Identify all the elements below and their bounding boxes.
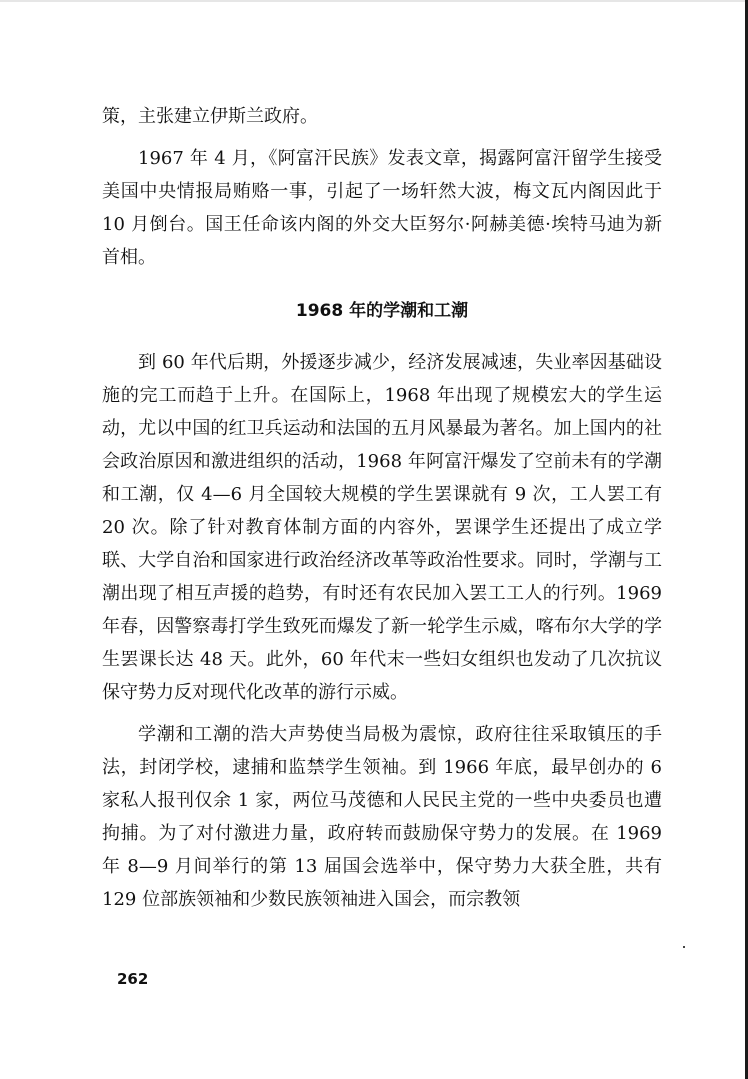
page-body bbox=[102, 100, 662, 916]
page-number: 262 bbox=[117, 970, 149, 988]
paragraph-student-labor-unrest: 到 60 年代后期，外援逐步减少，经济发展减速，失业率因基础设施的完工而趋于上升。在国际上，1968 年出现了规模宏大的学生运动，尤以中国的红卫兵运动和法国的五月风暴最为著名。加上国内的社会政治原因和激进组织的活动，1968 年阿富汗爆发了空前未有的学潮和工潮，仅 4—6 月全国较大规模的学生罢课就有 9 次，工人罢工有 20 次。除了针对教育体制方面的内容外，罢课学生还提出了成立学联、大学自治和国家进行政治经济改革等政治性要求。同时，学潮与工潮出现了相互声援的趋势，有时还有农民加入罢工工人的行列。1969 年春，因警察毒打学生致死而爆发了新一轮学生示威，喀布尔大学的学生罢课长达 48 天。此外，60 年代末一些妇女组织也发动了几次抗议保守势力反对现代化改革的游行示威。 bbox=[102, 352, 662, 703]
paragraph-continuation: 策，主张建立伊斯兰政府。 bbox=[102, 106, 318, 127]
paragraph-government-response: 学潮和工潮的浩大声势使当局极为震惊，政府往往采取镇压的手法，封闭学校，逮捕和监禁学生领袖。到 1966 年底，最早创办的 6 家私人报刊仅余 1 家，两位马茂德和人民民主党的一些中央委员也遭拘捕。为了对付激进力量，政府转而鼓励保守势力的发展。在 1969 年 8—9 月间举行的第 13 届国会选举中，保守势力大获全胜，共有 129 位部族领袖和少数民族领袖进入国会，而宗教领 bbox=[102, 724, 662, 910]
scan-speck bbox=[683, 946, 685, 948]
scan-top-edge bbox=[0, 0, 748, 2]
section-title: 1968 年的学潮和工潮 bbox=[295, 301, 469, 321]
paragraph-afghan-nation: 1967 年 4 月，《阿富汗民族》发表文章，揭露阿富汗留学生接受美国中央情报局贿赂一事，引起了一场轩然大波，梅文瓦内阁因此于 10 月倒台。国王任命该内阁的外交大臣努尔·阿赫美德·埃特马迪为新首相。 bbox=[102, 148, 662, 268]
